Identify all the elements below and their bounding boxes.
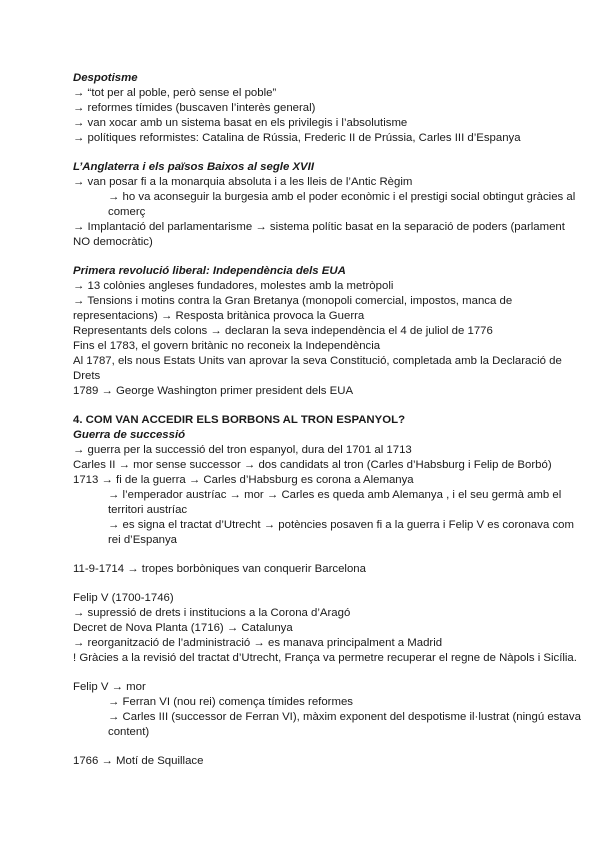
note-line: → guerra per la successió del tron espanyol, dura del 1701 al 1713 [73, 444, 412, 456]
section-gap [73, 666, 583, 680]
note-line: → “tot per al poble, però sense el poble” [73, 87, 277, 99]
section-gap [73, 250, 583, 264]
note-line: → van posar fi a la monarquia absoluta i a les lleis de l’Antic Règim [73, 176, 413, 188]
section-title: Despotisme [73, 72, 138, 84]
section-subtitle: Guerra de successió [73, 429, 186, 441]
section [73, 591, 583, 666]
section [73, 160, 583, 250]
note-line: → 13 colònies angleses fundadores, molestes amb la metròpoli [73, 280, 394, 292]
section [73, 71, 583, 146]
note-line: ! Gràcies a la revisió del tractat d’Utrecht, França va permetre recuperar el regne de Nàpols i Sicília. [73, 652, 577, 664]
note-line: 1713 → fi de la guerra → Carles d’Habsburg es corona a Alemanya [73, 474, 414, 486]
note-line: 11-9-1714 → tropes borbòniques van conquerir Barcelona [73, 563, 366, 575]
note-line: → reformes tímides (buscaven l’interès general) [73, 102, 316, 114]
section-gap [73, 399, 583, 413]
note-line: → Implantació del parlamentarisme → sistema polític basat en la separació de poders (parlament NO democràtic) [73, 221, 569, 248]
section [73, 680, 583, 740]
section-gap [73, 548, 583, 562]
note-line-indented: → es signa el tractat d’Utrecht → potències posaven fi a la guerra i Felip V es coronava com rei d’Espanya [108, 519, 578, 546]
note-line: Felip V → mor [73, 681, 146, 693]
note-line: Al 1787, els nous Estats Units van aprovar la seva Constitució, completada amb la Declaració de Drets [73, 355, 565, 382]
note-line: → reorganització de l’administració → es manava principalment a Madrid [73, 637, 443, 649]
note-line: Representants dels colons → declaran la seva independència el 4 de juliol de 1776 [73, 325, 493, 337]
document-body [73, 71, 583, 769]
note-line-indented: → Ferran VI (nou rei) comença tímides reformes [108, 696, 353, 708]
section [73, 413, 583, 548]
note-line: → supressió de drets i institucions a la Corona d’Aragó [73, 607, 351, 619]
note-line: → Tensions i motins contra la Gran Bretanya (monopoli comercial, impostos, manca de representacions) → Resposta britànica provoca la Guerra [73, 295, 516, 322]
section [73, 754, 583, 769]
section-gap [73, 740, 583, 754]
note-line-indented: → l’emperador austríac → mor → Carles es queda amb Alemanya , i el seu germà amb el territori austríac [108, 489, 565, 516]
note-line: Carles II → mor sense successor → dos candidats al tron (Carles d’Habsburg i Felip de Borbó) [73, 459, 552, 471]
section [73, 264, 583, 399]
note-line: → van xocar amb un sistema basat en els privilegis i l’absolutisme [73, 117, 408, 129]
section [73, 562, 583, 577]
section-title: L’Anglaterra i els països Baixos al segle XVII [73, 161, 314, 173]
note-line: → polítiques reformistes: Catalina de Rússia, Frederic II de Prússia, Carles III d’Espanya [73, 132, 521, 144]
section-gap [73, 146, 583, 160]
note-line: Felip V (1700-1746) [73, 592, 174, 604]
note-line-indented: → Carles III (successor de Ferran VI), màxim exponent del despotisme il·lustrat (ningú estava content) [108, 711, 585, 738]
note-line: 1766 → Motí de Squillace [73, 755, 204, 767]
note-line-indented: → ho va aconseguir la burgesia amb el poder econòmic i el prestigi social obtingut gràcies al comerç [108, 191, 579, 218]
note-line: Decret de Nova Planta (1716) → Catalunya [73, 622, 293, 634]
section-title: Primera revolució liberal: Independència dels EUA [73, 265, 346, 277]
section-title: 4. COM VAN ACCEDIR ELS BORBONS AL TRON ESPANYOL? [73, 414, 406, 426]
section-gap [73, 577, 583, 591]
note-line: Fins el 1783, el govern britànic no reconeix la Independència [73, 340, 381, 352]
note-line: 1789 → George Washington primer president dels EUA [73, 385, 354, 397]
